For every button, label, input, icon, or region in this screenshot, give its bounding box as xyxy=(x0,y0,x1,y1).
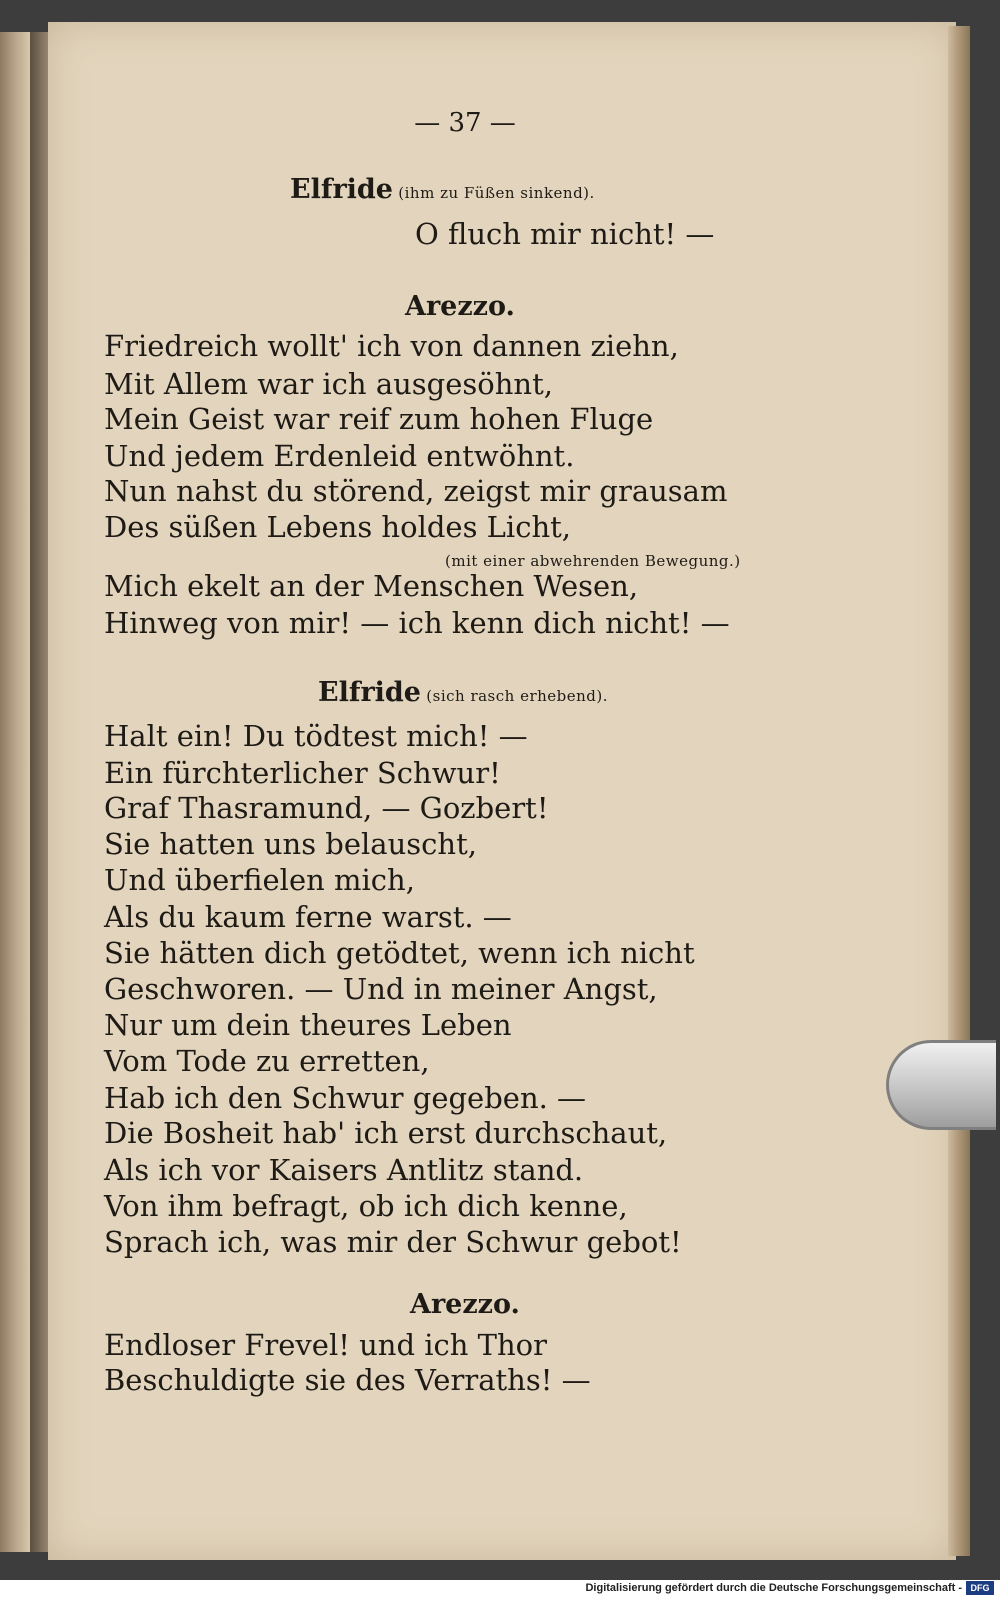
speaker-name: Arezzo. xyxy=(410,1289,520,1320)
verse-line: Hab ich den Schwur gegeben. — xyxy=(104,1081,587,1115)
verse-line: Sprach ich, was mir der Schwur gebot! xyxy=(104,1225,682,1259)
stage-direction: (mit einer abwehrenden Bewegung.) xyxy=(445,552,741,570)
verse-line: Friedreich wollt' ich von dannen ziehn, xyxy=(104,329,679,363)
verse-line: Halt ein! Du tödtest mich! — xyxy=(104,719,528,753)
speaker-name: Elfride xyxy=(290,174,393,205)
verse-line: Die Bosheit hab' ich erst durchschaut, xyxy=(104,1116,668,1150)
verse-line: Beschuldigte sie des Verraths! — xyxy=(104,1363,591,1397)
speaker-heading xyxy=(290,170,595,211)
verse-line: Geschworen. — Und in meiner Angst, xyxy=(104,972,658,1006)
verse-line: Sie hatten uns belauscht, xyxy=(104,827,477,861)
verse-line: Als du kaum ferne warst. — xyxy=(104,900,512,934)
verse-line: Mit Allem war ich ausgesöhnt, xyxy=(104,367,553,401)
verse-line: Und jedem Erdenleid entwöhnt. xyxy=(104,439,575,473)
stage-direction: (sich rasch erhebend). xyxy=(421,687,609,705)
stage-direction: (ihm zu Füßen sinkend). xyxy=(393,184,595,202)
verse-line: Vom Tode zu erretten, xyxy=(104,1044,430,1078)
verse-line: Mich ekelt an der Menschen Wesen, xyxy=(104,569,639,603)
footer-credit: Digitalisierung gefördert durch die Deutsche Forschungsgemeinschaft - xyxy=(585,1582,962,1594)
speaker-heading xyxy=(405,287,515,325)
verse-line: Mein Geist war reif zum hohen Fluge xyxy=(104,402,654,436)
book-gutter xyxy=(30,32,50,1552)
verse-line: Des süßen Lebens holdes Licht, xyxy=(104,510,571,544)
verse-line: Endloser Frevel! und ich Thor xyxy=(104,1328,548,1362)
verse-line: Nur um dein theures Leben xyxy=(104,1008,512,1042)
speaker-heading xyxy=(410,1285,520,1323)
speaker-name: Arezzo. xyxy=(405,291,515,322)
left-page-edge xyxy=(0,32,30,1552)
verse-line: Von ihm befragt, ob ich dich kenne, xyxy=(104,1189,628,1223)
verse-line: Sie hätten dich getödtet, wenn ich nicht xyxy=(104,936,695,970)
verse-line: Und überfielen mich, xyxy=(104,863,415,897)
dfg-logo: DFG xyxy=(966,1581,994,1595)
verse-line: Ein fürchterlicher Schwur! xyxy=(104,756,501,790)
verse-line: Hinweg von mir! — ich kenn dich nicht! — xyxy=(104,606,730,640)
page-number: — 37 — xyxy=(414,108,516,138)
right-page-edge xyxy=(948,26,970,1556)
speaker-heading xyxy=(318,673,608,714)
verse-line: Nun nahst du störend, zeigst mir grausam xyxy=(104,474,728,508)
verse-line: O fluch mir nicht! — xyxy=(415,217,715,251)
verse-line: Graf Thasramund, — Gozbert! xyxy=(104,791,549,825)
verse-line: Als ich vor Kaisers Antlitz stand. xyxy=(104,1153,584,1187)
speaker-name: Elfride xyxy=(318,677,421,708)
paper-clip-icon xyxy=(886,1040,996,1130)
